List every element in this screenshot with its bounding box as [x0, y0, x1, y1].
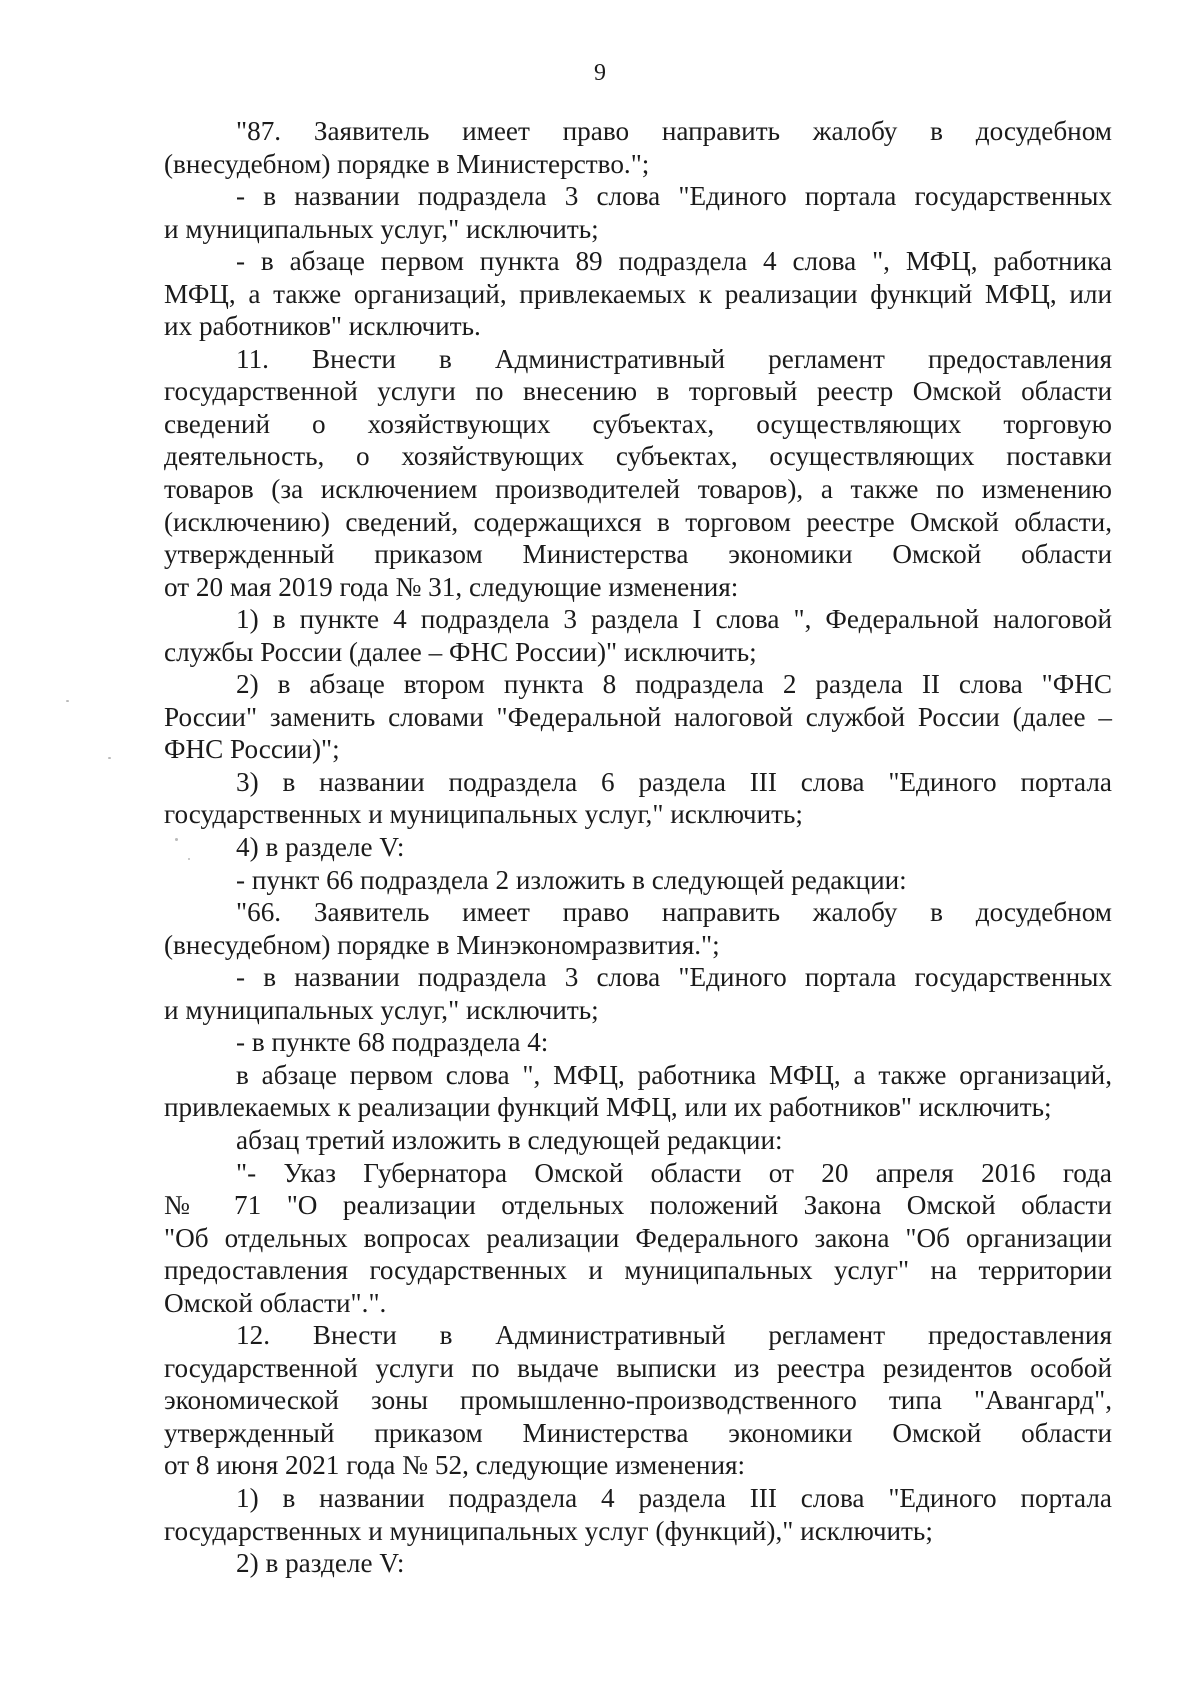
text-line: 2) в разделе V:: [236, 1548, 405, 1579]
text-line: абзац третий изложить в следующей редакции:: [236, 1124, 783, 1155]
paragraph: [164, 1026, 1112, 1059]
text-line: 12. Внести в Административный регламент предоставления: [236, 1320, 1112, 1351]
paragraph: [164, 1319, 1112, 1482]
text-line: "87. Заявитель имеет право направить жалобу в досудебном: [236, 116, 1112, 146]
paragraph: [164, 1157, 1112, 1320]
text-line: от 20 мая 2019 года № 31, следующие изменения:: [164, 571, 739, 602]
text-line: привлекаемых к реализации функций МФЦ, или их работников" исключить;: [164, 1092, 1052, 1123]
text-line: товаров (за исключением производителей товаров), а также по изменению: [164, 474, 1112, 505]
text-line: их работников" исключить.: [164, 311, 481, 342]
paragraph: [164, 245, 1112, 343]
text-line: службы России (далее – ФНС России)" исключить;: [164, 636, 757, 667]
text-line: 2) в абзаце втором пункта 8 подраздела 2 раздела II слова "ФНС: [236, 669, 1112, 700]
paragraph: [164, 180, 1112, 245]
text-line: предоставления государственных и муниципальных услуг" на территории: [164, 1255, 1112, 1286]
page-number: 9: [594, 60, 606, 86]
text-line: деятельность, о хозяйствующих субъектах, осуществляющих поставки: [164, 441, 1112, 472]
text-line: и муниципальных услуг," исключить;: [164, 213, 599, 244]
text-line: (исключению) сведений, содержащихся в торговом реестре Омской области,: [164, 506, 1112, 537]
text-line: - в пункте 68 подраздела 4:: [236, 1027, 549, 1058]
paragraph: [164, 766, 1112, 831]
text-line: 11. Внести в Административный регламент предоставления: [236, 343, 1112, 374]
text-line: - пункт 66 подраздела 2 изложить в следующей редакции:: [236, 864, 907, 895]
paragraph: [164, 603, 1112, 668]
text-line: ФНС России)";: [164, 734, 340, 765]
paragraph: [164, 896, 1112, 961]
paragraph: [164, 668, 1112, 766]
text-line: - в названии подраздела 3 слова "Единого портала государственных: [236, 181, 1112, 212]
text-line: № 71 "О реализации отдельных положений Закона Омской области: [164, 1190, 1112, 1221]
text-line: от 8 июня 2021 года № 52, следующие изменения:: [164, 1450, 746, 1481]
text-line: государственных и муниципальных услуг," исключить;: [164, 799, 803, 830]
scan-speck: [188, 858, 190, 860]
scan-speck: [66, 700, 69, 702]
text-line: государственных и муниципальных услуг (функций)," исключить;: [164, 1515, 933, 1546]
text-line: "66. Заявитель имеет право направить жалобу в досудебном: [236, 897, 1112, 928]
text-line: 3) в названии подраздела 6 раздела III слова "Единого портала: [236, 766, 1112, 797]
paragraph: [164, 1547, 1112, 1580]
text-line: 4) в разделе V:: [236, 832, 405, 863]
paragraph: [164, 961, 1112, 1026]
text-line: МФЦ, а также организаций, привлекаемых к реализации функций МФЦ, или: [164, 278, 1112, 309]
paragraph: [164, 864, 1112, 897]
paragraph: [164, 1059, 1112, 1124]
text-line: в абзаце первом слова ", МФЦ, работника МФЦ, а также организаций,: [236, 1059, 1112, 1090]
text-line: 1) в пункте 4 подраздела 3 раздела I слова ", Федеральной налоговой: [236, 604, 1112, 635]
text-line: сведений о хозяйствующих субъектах, осуществляющих торговую: [164, 408, 1112, 439]
paragraph: [164, 343, 1112, 603]
paragraph: [164, 115, 1112, 180]
text-line: государственной услуги по внесению в торговый реестр Омской области: [164, 376, 1112, 407]
paragraph: [164, 1124, 1112, 1157]
text-line: Омской области".".: [164, 1287, 387, 1318]
text-line: утвержденный приказом Министерства экономики Омской области: [164, 1417, 1112, 1448]
scan-speck: [175, 838, 178, 841]
text-line: - в названии подраздела 3 слова "Единого портала государственных: [236, 962, 1112, 993]
scan-speck: [108, 757, 111, 759]
text-line: экономической зоны промышленно-производственного типа "Авангард",: [164, 1385, 1112, 1416]
text-line: "- Указ Губернатора Омской области от 20 апреля 2016 года: [236, 1157, 1112, 1188]
text-line: России" заменить словами "Федеральной налоговой службой России (далее –: [164, 701, 1112, 732]
text-line: и муниципальных услуг," исключить;: [164, 994, 599, 1025]
paragraph: [164, 831, 1112, 864]
text-line: (внесудебном) порядке в Министерство.";: [164, 148, 650, 179]
text-line: (внесудебном) порядке в Минэкономразвития.";: [164, 929, 720, 960]
text-line: государственной услуги по выдаче выписки из реестра резидентов особой: [164, 1352, 1112, 1383]
paragraph: [164, 1482, 1112, 1547]
text-line: 1) в названии подраздела 4 раздела III слова "Единого портала: [236, 1482, 1112, 1513]
text-line: "Об отдельных вопросах реализации Федерального закона "Об организации: [164, 1222, 1112, 1253]
text-line: утвержденный приказом Министерства экономики Омской области: [164, 539, 1112, 570]
text-line: - в абзаце первом пункта 89 подраздела 4 слова ", МФЦ, работника: [236, 246, 1112, 277]
document-body: [164, 115, 1112, 1580]
